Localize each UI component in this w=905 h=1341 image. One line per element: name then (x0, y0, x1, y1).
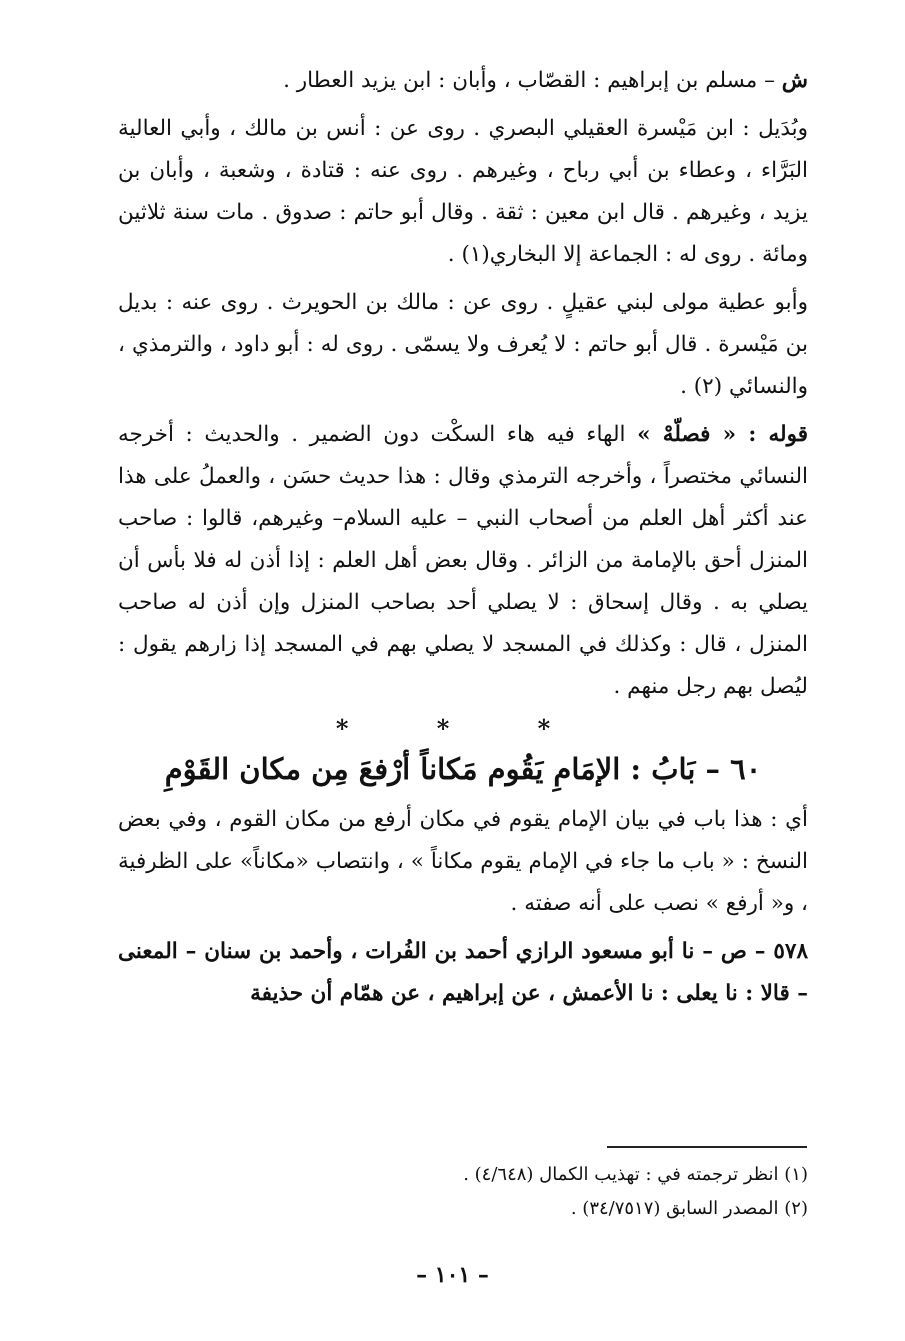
footnote-1: (١) انظر ترجمته في : تهذيب الكمال (٤/٦٤٨) . (463, 1164, 808, 1185)
paragraph-abu-atiyya (118, 282, 808, 408)
paragraph-text: – مسلم بن إبراهيم : القصّاب ، وأبان : ابن يزيد العطار . (283, 68, 782, 93)
paragraph-text: وبُدَيل : ابن مَيْسرة العقيلي البصري . روى عن : أنس بن مالك ، وأبي العالية البَرَّاء ، وعطاء بن أبي رباح ، وغيرهم . روى عنه : قتادة ، وشعبة ، وأبان بن يزيد ، وغيرهم . قال ابن معين : ثقة . وقال أبو حاتم : صدوق . مات سنة ثلاثين ومائة . روى له : الجماعة إلا البخاري(١) . (118, 116, 808, 267)
page-body (118, 60, 808, 1021)
paragraph-lead: قوله : « فصلّهْ » (637, 422, 808, 447)
paragraph-sh (118, 60, 808, 102)
page-number: – ١٠١ – (416, 1262, 489, 1288)
paragraph-qawluhu (118, 414, 808, 708)
section-separator: * * * (335, 714, 591, 743)
footnotes (118, 1158, 808, 1226)
chapter-title: ٦٠ – بَابُ : الإمَامِ يَقُوم مَكاناً أرْفعَ مِن مكان القَوْمِ (164, 752, 762, 786)
paragraph-budayl (118, 108, 808, 276)
footnote-2: (٢) المصدر السابق (٣٤/٧٥١٧) . (570, 1198, 808, 1219)
chapter-paragraph: أي : هذا باب في بيان الإمام يقوم في مكان أرفع من مكان القوم ، وفي بعض النسخ : « باب ما جاء في الإمام يقوم مكاناً » ، وانتصاب «مكاناً» على الظرفية ، و« أرفع » نصب على أنه صفته . (118, 807, 808, 916)
paragraph-lead: ش (781, 68, 808, 93)
paragraph-text: الهاء فيه هاء السكْت دون الضمير . والحديث : أخرجه النسائي مختصراً ، وأخرجه الترمذي وقال : هذا حديث حسَن ، والعملُ على هذا عند أكثر أهل العلم من أصحاب النبي – عليه السلام– وغيرهم، قالوا : صاحب المنزل أحق بالإمامة من الزائر . وقال بعض أهل العلم : إذا أذن له فلا بأس أن يصلي به . وقال إسحاق : لا يصلي أحد بصاحب المنزل وإن أذن له صاحب المنزل ، قال : وكذلك في المسجد لا يصلي بهم في المسجد إذا زارهم يقول : ليُصل بهم رجل منهم . (118, 422, 808, 699)
paragraph-text: وأبو عطية مولى لبني عقيلٍ . روى عن : مالك بن الحويرث . روى عنه : بديل بن مَيْسرة . قال أبو حاتم : لا يُعرف ولا يسمّى . روى له : أبو داود ، والترمذي ، والنسائي (٢) . (118, 290, 808, 399)
hadith-paragraph: ٥٧٨ – ص – نا أبو مسعود الرازي أحمد بن الفُرات ، وأحمد بن سنان – المعنى – قالا : نا يعلى : نا الأعمش ، عن إبراهيم ، عن همّام أن حذيفة (118, 939, 808, 1006)
footnote-divider (607, 1146, 807, 1148)
